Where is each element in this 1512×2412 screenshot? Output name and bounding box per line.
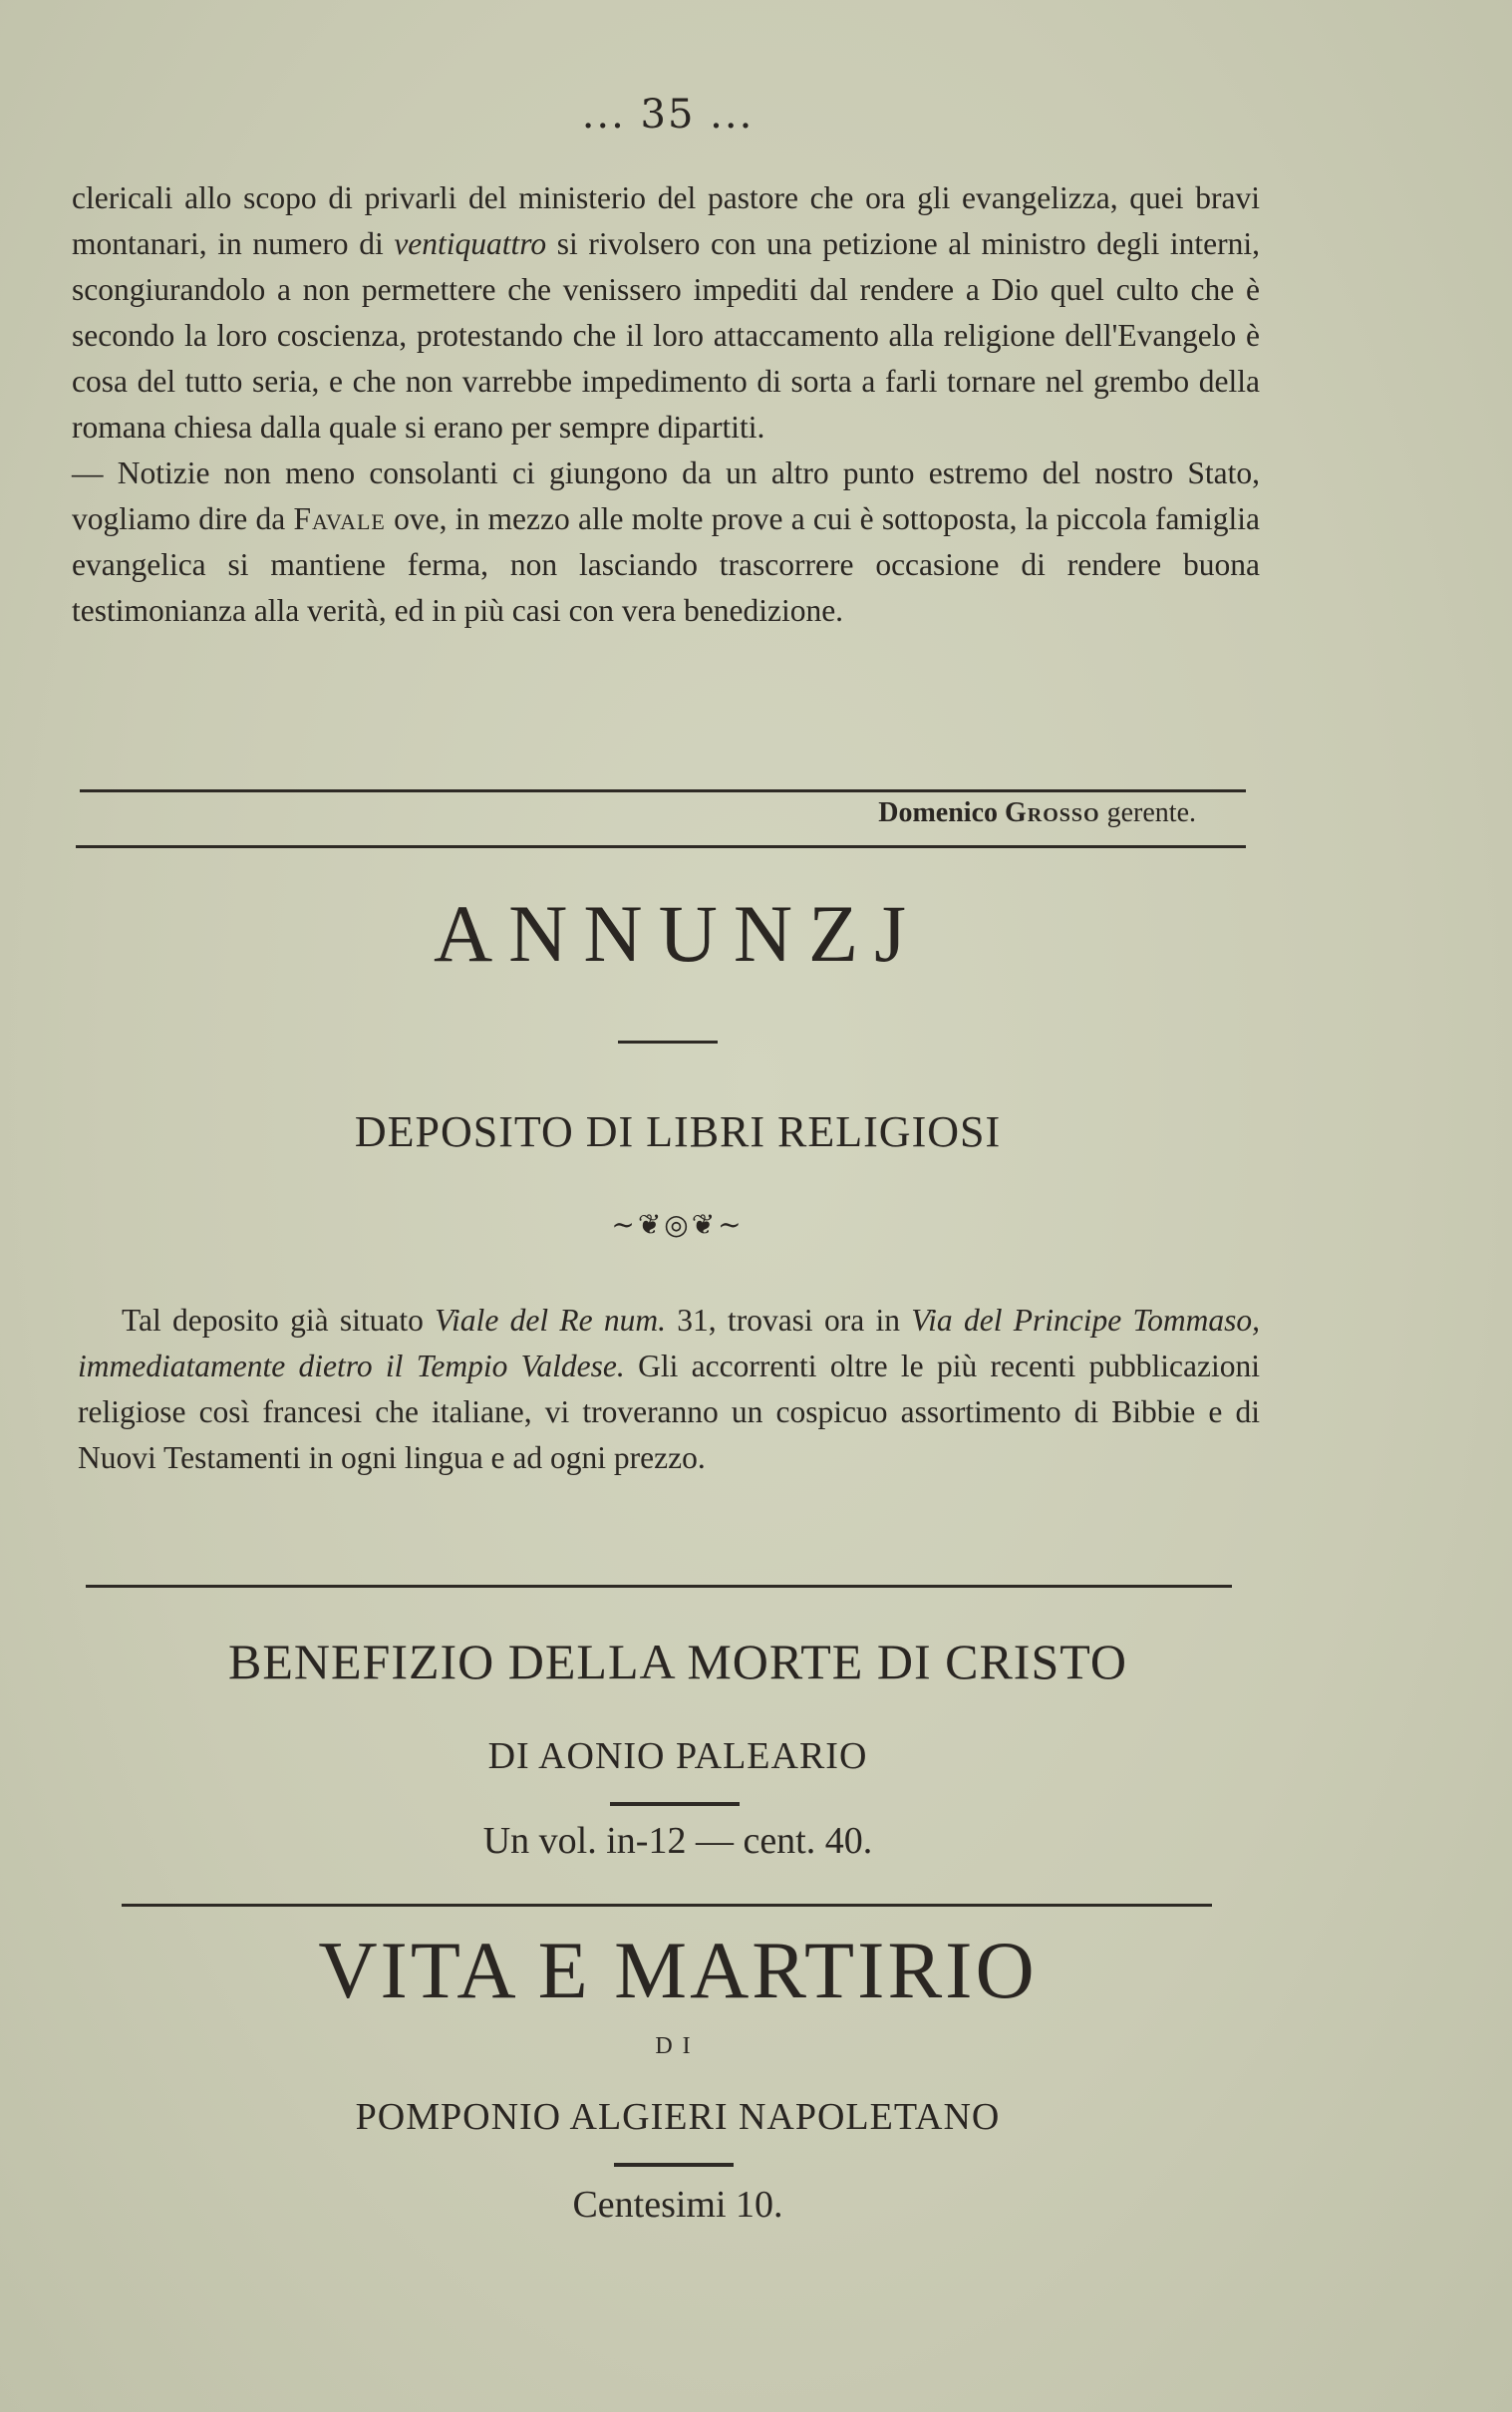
short-rule [614,2163,734,2167]
article-text [72,175,1260,634]
divider-rule [86,1585,1232,1588]
signature-line: Domenico Grosso gerente. [878,797,1196,828]
ornament-icon: ~❦◎❦~ [611,1208,745,1241]
divider-rule [80,789,1246,792]
vita-subject: POMPONIO ALGIERI NAPOLETANO [355,2096,1001,2138]
italic-number: ventiquattro [394,226,547,261]
annunzi-heading: ANNUNZJ [433,888,923,979]
divider-rule [76,845,1246,848]
deposito-heading: DEPOSITO DI LIBRI RELIGIOSI [354,1107,1002,1156]
divider-rule [122,1904,1212,1907]
benefizio-price: Un vol. in-12 — cent. 40. [482,1820,873,1862]
short-rule [610,1802,740,1806]
vita-heading: VITA E MARTIRIO [318,1925,1038,2015]
article-paragraph: clericali allo scopo di privarli del ministerio del pastore che ora gli evangelizza, quei bravi montanari, in numero di ventiquattro si rivolsero con una petizione al ministro degli interni, scongiurandolo a non permettere che venissero impediti dal rendere a Dio quel culto che è secondo la loro coscienza, protestando che il loro attaccamento alla religione dell'Evangelo è cosa del tutto seria, e che non varrebbe impedimento di sorta a farli tornare nel grembo della romana chiesa dalla quale si erano per sempre dipartiti. [72,180,1261,445]
article-paragraph: — Notizie non meno consolanti ci giungono da un altro punto estremo del nostro Stato, vogliamo dire da Favale ove, in mezzo alle molte prove a cui è sottoposta, la piccola famiglia evangelica si mantiene ferma, non lasciando trascorrere occasione di rendere buona testimonianza alla verità, ed in più casi con vera benedizione. [72,455,1260,628]
place-name: Favale [293,501,386,536]
vita-price: Centesimi 10. [572,2184,783,2226]
deposito-text [78,1298,1260,1481]
short-rule [618,1041,718,1044]
deposito-paragraph: Tal deposito già situato Viale del Re num. 31, trovasi ora in Via del Principe Tommaso, immediatamente dietro il Tempio Valdese. Gli accorrenti oltre le più recenti pubblicazioni religiose così francesi che italiane, vi troveranno un cospicuo assortimento di Bibbie e di Nuovi Testamenti in ogni lingua e ad ogni prezzo. [78,1303,1261,1475]
page-number: ... 35 ... [581,92,755,138]
benefizio-heading: BENEFIZIO DELLA MORTE DI CRISTO [227,1634,1128,1689]
vita-di: DI [655,2033,701,2059]
benefizio-author: DI AONIO PALEARIO [487,1735,868,1777]
